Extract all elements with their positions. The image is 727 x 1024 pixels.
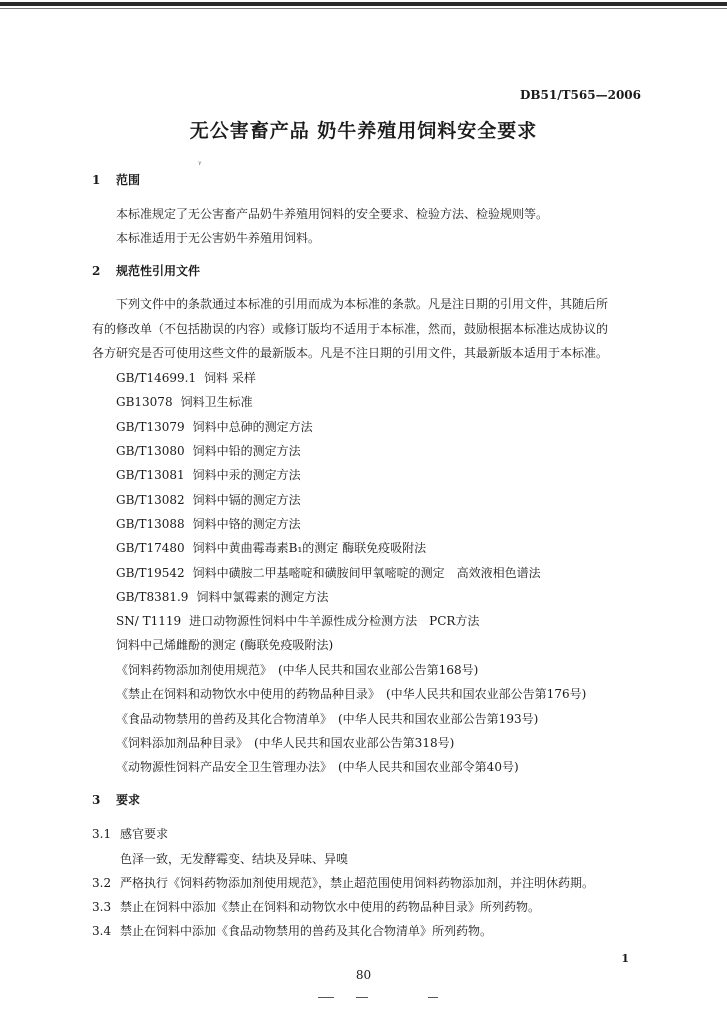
section-1-para-1: 本标准规定了无公害畜产品奶牛养殖用饲料的安全要求、检验方法、检验规则等。 — [116, 207, 549, 221]
clause-text: 禁止在饲料中添加《食品动物禁用的兽药及其化合物清单》所列药物。 — [120, 924, 493, 938]
clause-text: 禁止在饲料中添加《禁止在饲料和动物饮水中使用的药物品种目录》所列药物。 — [120, 900, 541, 914]
reference-item — [116, 370, 256, 386]
section-2-para-line-2: 有的修改单（不包括勘误的内容）或修订版均不适用于本标准，然而，鼓励根据本标准达成协议的 — [92, 322, 609, 336]
reference-item: 《饲料药物添加剂使用规范》 (中华人民共和国农业部公告第168号) — [116, 663, 479, 677]
clause-text: 感官要求 — [120, 827, 169, 841]
reference-code: GB/T13080 — [116, 444, 185, 458]
reference-code: GB/T17480 — [116, 541, 185, 555]
reference-code: GB/T14699.1 — [116, 371, 197, 385]
reference-code: GB/T8381.9 — [116, 590, 189, 604]
reference-title: 饲料中铬的测定方法 — [192, 517, 301, 531]
reference-title: 饲料中磺胺二甲基嘧啶和磺胺间甲氧嘧啶的测定 高效液相色谱法 — [192, 566, 541, 580]
section-2-heading: 规范性引用文件 — [116, 264, 201, 278]
reference-item: 饲料中己烯雌酚的测定 (酶联免疫吸附法) — [116, 638, 334, 652]
reference-item: 《食品动物禁用的兽药及其化合物清单》 (中华人民共和国农业部公告第193号) — [116, 712, 539, 726]
section-2-number: 2 — [92, 264, 101, 278]
clause-number: 3.4 — [92, 924, 112, 938]
reference-title: 饲料中铅的测定方法 — [192, 444, 301, 458]
reference-title: 饲料卫生标准 — [180, 395, 253, 409]
page-number: 80 — [355, 968, 372, 982]
stray-mark: ᵞ — [198, 160, 202, 170]
reference-title: 饲料中总砷的测定方法 — [192, 420, 313, 434]
reference-item — [116, 613, 479, 629]
footer-dash — [318, 997, 334, 998]
reference-code: GB/T19542 — [116, 566, 185, 580]
top-border-thin — [0, 8, 727, 9]
reference-title: 饲料 采样 — [204, 371, 256, 385]
footer-dash — [428, 997, 438, 998]
footer-dash — [356, 997, 368, 998]
reference-item — [116, 443, 301, 459]
reference-item — [116, 516, 301, 532]
reference-item — [116, 565, 541, 581]
reference-item: 《动物源性饲料产品安全卫生管理办法》 (中华人民共和国农业部令第40号) — [116, 760, 519, 774]
corner-mark: 1 — [621, 952, 629, 965]
reference-item: 《饲料添加剂品种目录》 (中华人民共和国农业部公告第318号) — [116, 736, 455, 750]
reference-code: GB13078 — [116, 395, 173, 409]
document-title: 无公害畜产品 奶牛养殖用饲料安全要求 — [189, 120, 538, 142]
section-3-number: 3 — [92, 793, 101, 807]
reference-title: 饲料中汞的测定方法 — [192, 468, 301, 482]
clause-text: 严格执行《饲料药物添加剂使用规范》，禁止超范围使用饲料药物添加剂，并注明休药期。 — [120, 876, 595, 890]
reference-code: SN/ T1119 — [116, 614, 182, 628]
top-border — [0, 2, 727, 6]
reference-title: 饲料中氯霉素的测定方法 — [196, 590, 329, 604]
reference-item — [116, 492, 301, 508]
section-3-heading: 要求 — [116, 793, 141, 807]
reference-code: GB/T13081 — [116, 468, 185, 482]
reference-item — [116, 394, 253, 410]
reference-title: 饲料中镉的测定方法 — [192, 493, 301, 507]
reference-item — [116, 467, 301, 483]
clause-number: 3.3 — [92, 900, 112, 914]
reference-item: 《禁止在饲料和动物饮水中使用的药物品种目录》 (中华人民共和国农业部公告第176号) — [116, 687, 587, 701]
section-2-para-line-1: 下列文件中的条款通过本标准的引用而成为本标准的条款。凡是注日期的引用文件，其随后所 — [116, 297, 609, 311]
clause-number: 3.1 — [92, 827, 112, 841]
section-2-para-line-3: 各方研究是否可使用这些文件的最新版本。凡是不注日期的引用文件，其最新版本适用于本标准。 — [92, 346, 609, 360]
clause-number: 3.2 — [92, 876, 112, 890]
section-1-para-2: 本标准适用于无公害奶牛养殖用饲料。 — [116, 231, 321, 245]
standard-code: DB51/T565—2006 — [519, 88, 641, 102]
reference-item — [116, 589, 328, 605]
clause-text: 色泽一致，无发酵霉变、结块及异味、异嗅 — [120, 852, 349, 866]
reference-title: 饲料中黄曲霉毒素B₁的测定 酶联免疫吸附法 — [192, 541, 427, 555]
section-1-number: 1 — [92, 173, 101, 187]
reference-title: 进口动物源性饲料中牛羊源性成分检测方法 PCR方法 — [189, 614, 480, 628]
reference-item — [116, 419, 313, 435]
reference-code: GB/T13079 — [116, 420, 185, 434]
reference-code: GB/T13088 — [116, 517, 185, 531]
section-1-heading: 范围 — [116, 173, 141, 187]
reference-code: GB/T13082 — [116, 493, 185, 507]
reference-item — [116, 540, 426, 556]
